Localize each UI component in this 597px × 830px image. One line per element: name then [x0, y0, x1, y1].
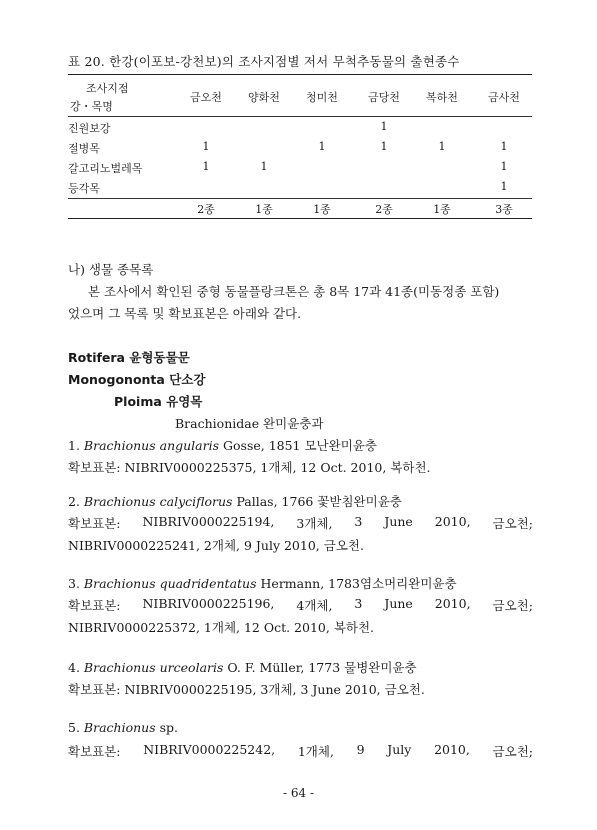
- species-epithet: calyciflorus: [159, 494, 233, 509]
- specimen-site: 금오천;: [492, 516, 533, 531]
- table-caption: 표 20. 한강(이포보-강천보)의 조사지점별 저서 무척추동물의 출현종수: [68, 54, 460, 69]
- table-cell: 1: [500, 140, 508, 153]
- column-header: 청미천: [306, 91, 338, 104]
- specimen-year: 2010,: [434, 742, 470, 757]
- species-number: 3.: [68, 576, 80, 591]
- total-cell: 2종: [197, 203, 215, 216]
- row-label: 갈고리노벌레목: [68, 162, 143, 175]
- species-number: 5.: [68, 720, 80, 735]
- species-genus: Brachionus: [83, 438, 156, 453]
- specimen-line: [68, 742, 533, 760]
- table-cell: 1: [500, 180, 508, 193]
- specimen-year: 2010,: [434, 596, 471, 611]
- specimen-label: 확보표본:: [68, 460, 121, 475]
- species-entry: [68, 658, 417, 676]
- species-entry: [68, 436, 377, 454]
- table-top-rule: [68, 74, 532, 75]
- specimen-month: July: [387, 742, 412, 757]
- table-cell: 1: [380, 140, 388, 153]
- header-class: 강・목명: [70, 100, 113, 113]
- specimen-site: 금오천;: [492, 744, 533, 759]
- order-heading: Ploima 유영목: [114, 394, 203, 409]
- specimen-line: [68, 458, 431, 476]
- species-genus: Brachionus: [83, 720, 156, 735]
- intro-line-1: 본 조사에서 확인된 중형 동물플랑크톤은 총 8목 17과 41종(미동정종 포함): [88, 284, 500, 299]
- table-totals-rule: [68, 198, 532, 199]
- species-author: O. F. Müller, 1773 물병완미윤충: [227, 660, 417, 675]
- column-header: 복하천: [426, 91, 458, 104]
- species-epithet: angularis: [159, 438, 220, 453]
- row-label: 등각목: [68, 182, 100, 195]
- table-bottom-rule: [68, 218, 532, 219]
- specimen-line: [68, 514, 533, 532]
- intro-line-2: 었으며 그 목록 및 확보표본은 아래와 같다.: [68, 306, 302, 321]
- table-cell: 1: [500, 160, 508, 173]
- species-genus: Brachionus: [83, 494, 156, 509]
- species-author: Gosse, 1851 모난완미윤충: [223, 438, 377, 453]
- column-header: 금당천: [368, 91, 400, 104]
- species-epithet: sp.: [159, 720, 179, 735]
- specimen-day: 9: [356, 742, 365, 757]
- species-entry: [68, 574, 457, 592]
- total-cell: 1종: [313, 203, 331, 216]
- table-cell: 1: [260, 160, 268, 173]
- table-cell: 1: [438, 140, 446, 153]
- specimen-count: 1개체,: [297, 744, 334, 759]
- class-heading: Monogononta 단소강: [68, 372, 206, 387]
- specimen-label: 확보표본:: [68, 682, 121, 697]
- specimen-label: 확보표본:: [68, 516, 121, 531]
- species-genus: Brachionus: [83, 660, 156, 675]
- section-heading: 나) 생물 종목록: [68, 262, 154, 277]
- specimen-line-2: NIBRIV0000225372, 1개체, 12 Oct. 2010, 복하천.: [68, 620, 375, 635]
- table-header-rule: [68, 116, 532, 117]
- specimen-label: 확보표본:: [68, 744, 121, 759]
- row-label: 진원보강: [68, 122, 111, 135]
- specimen-line: [68, 680, 425, 698]
- phylum-heading: Rotifera 윤형동물문: [68, 350, 190, 365]
- total-cell: 1종: [433, 203, 451, 216]
- species-author: Pallas, 1766 꽃받침완미윤충: [236, 494, 402, 509]
- species-author: Hermann, 1783염소머리완미윤충: [260, 576, 457, 591]
- specimen-site: 금오천;: [492, 598, 533, 613]
- specimen-count: 4개체,: [296, 598, 333, 613]
- specimen-count: 3개체,: [296, 516, 333, 531]
- total-cell: 3종: [495, 203, 513, 216]
- column-header: 금사천: [488, 91, 520, 104]
- table-cell: 1: [380, 120, 388, 133]
- specimen-id: NIBRIV0000225194,: [142, 514, 275, 529]
- specimen-id: NIBRIV0000225196,: [142, 596, 275, 611]
- header-site: 조사지점: [86, 82, 129, 95]
- species-epithet: quadridentatus: [159, 576, 257, 591]
- total-cell: 1종: [255, 203, 273, 216]
- species-number: 2.: [68, 494, 80, 509]
- row-label: 절병목: [68, 142, 100, 155]
- column-header: 양화천: [248, 91, 280, 104]
- species-entry: [68, 492, 402, 510]
- specimen-year: 2010,: [434, 514, 471, 529]
- family-heading: Brachionidae 완미윤충과: [175, 416, 324, 431]
- table-cell: 1: [202, 140, 210, 153]
- species-epithet: urceolaris: [159, 660, 224, 675]
- table-cell: 1: [318, 140, 326, 153]
- specimen-id: NIBRIV0000225242,: [143, 742, 276, 757]
- species-number: 4.: [68, 660, 80, 675]
- specimen-label: 확보표본:: [68, 598, 121, 613]
- specimen-detail: NIBRIV0000225195, 3개체, 3 June 2010, 금오천.: [124, 682, 425, 697]
- specimen-line-2: NIBRIV0000225241, 2개체, 9 July 2010, 금오천.: [68, 538, 364, 553]
- species-number: 1.: [68, 438, 80, 453]
- specimen-month: June: [384, 596, 413, 611]
- column-header: 금오천: [190, 91, 222, 104]
- page-number: - 64 -: [282, 786, 314, 800]
- specimen-line: [68, 596, 533, 614]
- table-cell: 1: [202, 160, 210, 173]
- specimen-day: 3: [354, 514, 363, 529]
- specimen-day: 3: [354, 596, 363, 611]
- species-count-table: [68, 74, 532, 220]
- species-genus: Brachionus: [83, 576, 156, 591]
- specimen-month: June: [384, 514, 413, 529]
- specimen-detail: NIBRIV0000225375, 1개체, 12 Oct. 2010, 복하천.: [124, 460, 431, 475]
- total-cell: 2종: [375, 203, 393, 216]
- species-entry: [68, 720, 178, 735]
